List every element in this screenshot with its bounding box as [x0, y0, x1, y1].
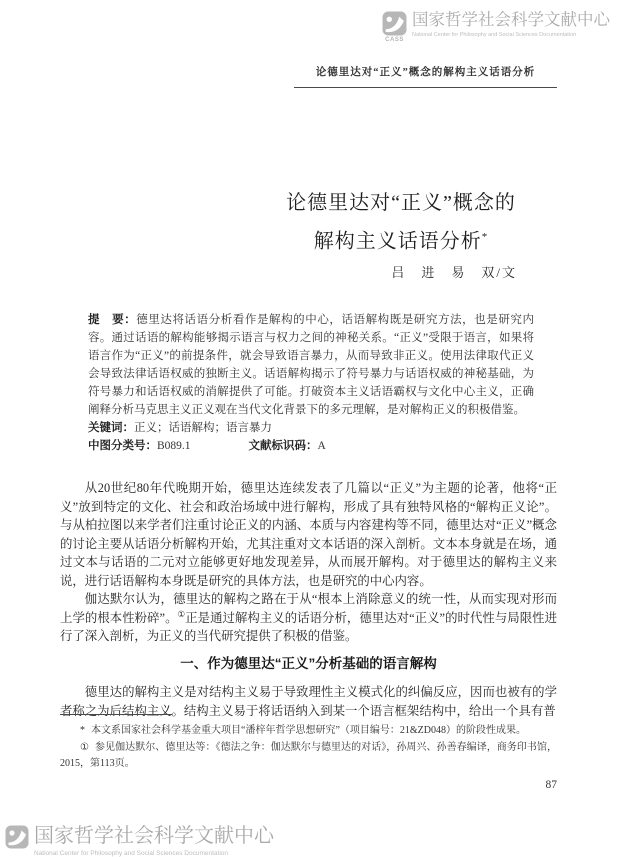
cass-name-en: National Center for Philosophy and Social Sciences Documentation	[34, 850, 229, 857]
footnote-separator	[60, 714, 172, 715]
footnote-item-1: * 本文系国家社会科学基金重大项目“潘梓年哲学思想研究”（项目编号：21&ZD048）的阶段性成果。	[80, 725, 526, 736]
footnote-marker-star: *	[80, 725, 85, 736]
keywords-label: 关键词：	[88, 422, 134, 434]
abstract-block	[88, 311, 534, 455]
cass-watermark-top	[382, 11, 610, 43]
clc-value: B089.1	[157, 440, 191, 452]
footnote-area	[60, 714, 557, 773]
section-heading-1: 一、作为德里达“正义”分析基础的语言解构	[180, 655, 437, 671]
running-head: 论德里达对“正义”概念的解构主义话语分析	[294, 64, 557, 88]
footnote-item-2: ① 参见伽达默尔、德里达等：《德法之争：伽达默尔与德里达的对话》，孙周兴、孙善春编译，商务印书馆，2015，第113页。	[60, 741, 558, 769]
keywords-line	[88, 419, 534, 437]
body-paragraph-3: 德里达的解构主义是对结构主义易于导致理性主义模式化的纠偏反应，因而也被有的学者称之为后结构主义。结构主义易于将话语纳入到某一个语言框架结构中，给出一个具有普	[60, 685, 557, 718]
cass-logo-icon	[5, 825, 29, 849]
keywords-text: 正义；话语解构；语言暴力	[134, 422, 272, 434]
body-paragraph-2: 伽达默尔认为，德里达的解构之路在于从“根本上消除意义的统一性，从而实现对形而上学的根本性粉碎”。①正是通过解构主义的话语分析，德里达对“正义”的时代性与局限性进行了深入剖析，为正义的当代研究提供了积极的借鉴。	[60, 592, 558, 643]
footnote-ref-1: ①	[177, 608, 186, 619]
abstract-text: 德里达将话语分析看作是解构的中心，话语解构既是研究方法，也是研究内容。通过话语的解构能够揭示语言与权力之间的神秘关系。“正义”受限于语言，如果将语言作为“正义”的前提条件，就会导致语言暴力，从而导致非正义。使用法律取代正义会导致法律话语权威的独断主义。话语解构揭示了符号暴力与话语权威的神秘基础，为符号暴力和话语权威的消解提供了可能。打破资本主义话语霸权与文化中心主义，正确阐释分析马克思主义正义观在当代文化背景下的多元理解，是对解构正义的积极借鉴。	[88, 314, 534, 416]
abstract-paragraph	[88, 311, 534, 419]
cass-logo-icon	[382, 11, 407, 36]
page-number: 87	[545, 779, 557, 791]
body-paragraph-1: 从20世纪80年代晚期开始，德里达连续发表了几篇以“正义”为主题的论著，他将“正义”放到特定的文化、社会和政治场域中进行解构，形成了具有独特风格的“解构正义论”。与从柏拉图以来学者们注重讨论正义的内涵、本质与内容建构等不同，德里达对“正义”概念的讨论主要从话语分析解构开始，尤其注重对文本话语的深入剖析。文本本身就是在场，通过文本与话语的二元对立能够更好地发现差异，从而展开解构。对于德里达的解构主义来说，进行话语解构本身既是研究的具体方法，也是研究的中心内容。	[60, 481, 557, 588]
cass-watermark-bottom	[5, 825, 274, 857]
footnote-marker-1: ①	[80, 741, 90, 753]
article-title	[245, 186, 557, 259]
article-body	[60, 479, 557, 720]
clc-label: 中图分类号：	[88, 440, 157, 452]
article-title-line2: 解构主义话语分析*	[313, 230, 489, 253]
title-footnote-mark: *	[481, 231, 489, 243]
doc-code-value: A	[317, 440, 326, 452]
cass-name-cn: 国家哲学社会科学文献中心	[34, 825, 274, 847]
cass-name-en: National Center for Philosophy and Social Sciences Documentation	[412, 31, 577, 38]
byline: 吕 进 易 双/文	[391, 265, 517, 280]
classification-line	[88, 437, 534, 455]
cass-name-cn: 国家哲学社会科学文献中心	[412, 11, 610, 29]
doc-code-label: 文献标识码：	[248, 440, 318, 452]
abstract-label: 提 要：	[88, 314, 137, 326]
article-title-line1: 论德里达对“正义”概念的	[286, 192, 516, 214]
cass-abbr-label: CASS	[385, 37, 404, 43]
